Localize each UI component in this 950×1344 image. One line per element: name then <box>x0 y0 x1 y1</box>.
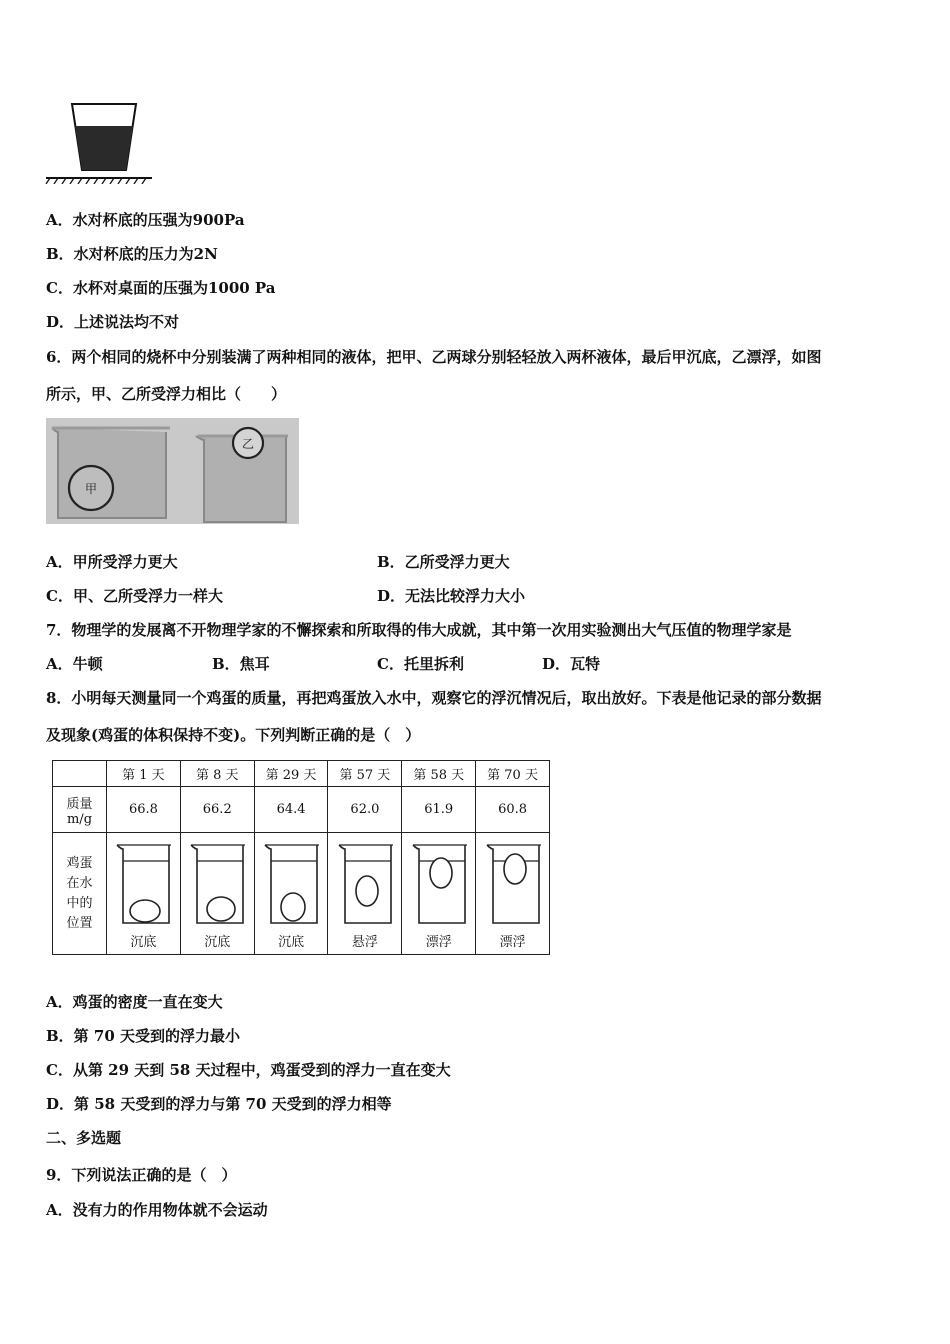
egg-state: 漂浮 <box>499 935 526 950</box>
position-header-line: 中的 <box>66 895 93 911</box>
q6-stem-line2: 所示，甲、乙所受浮力相比（ ） <box>46 385 287 403</box>
mass-header <box>53 787 107 833</box>
q6-option-d[interactable]: D．无法比较浮力大小 <box>377 587 526 605</box>
day-header: 第 70 天 <box>476 761 550 787</box>
q5-option-c[interactable]: C．水杯对桌面的压强为1000 Pa <box>46 279 276 297</box>
position-header-line: 鸡蛋 <box>66 855 93 871</box>
q6-option-a[interactable]: A．甲所受浮力更大 <box>46 553 178 571</box>
q6-option-b[interactable]: B．乙所受浮力更大 <box>377 553 510 571</box>
day-header: 第 8 天 <box>180 761 254 787</box>
egg-state: 沉底 <box>130 935 157 950</box>
q8-option-b[interactable]: B．第 70 天受到的浮力最小 <box>46 1027 240 1045</box>
q7-option-c[interactable]: C．托里拆利 <box>377 655 464 673</box>
egg-cell <box>254 833 328 955</box>
egg-cell <box>180 833 254 955</box>
q6-stem-line1: 6．两个相同的烧杯中分别装满了两种相同的液体，把甲、乙两球分别轻轻放入两杯液体，最后甲沉底，乙漂浮，如图 <box>46 348 822 366</box>
mass-value: 61.9 <box>402 787 476 833</box>
q9-option-a[interactable]: A．没有力的作用物体就不会运动 <box>46 1201 268 1219</box>
q7-stem: 7．物理学的发展离不开物理学家的不懈探索和所取得的伟大成就，其中第一次用实验测出大气压值的物理学家是 <box>46 621 792 639</box>
table-corner <box>53 761 107 787</box>
q8-stem-line2: 及现象(鸡蛋的体积保持不变)。下列判断正确的是（ ） <box>46 726 421 744</box>
day-header: 第 29 天 <box>254 761 328 787</box>
q7-option-b[interactable]: B．焦耳 <box>212 655 270 673</box>
ball-jia-label: 甲 <box>84 482 98 496</box>
egg-state: 沉底 <box>278 935 305 950</box>
mass-header-text: 质量 <box>66 796 93 812</box>
ball-yi-label: 乙 <box>241 437 255 451</box>
q5-option-a[interactable]: A．水对杯底的压强为900Pa <box>46 211 245 229</box>
day-header: 第 1 天 <box>107 761 181 787</box>
beaker-egg-sunk-icon <box>261 839 321 927</box>
section-title: 二、多选题 <box>46 1129 122 1147</box>
mass-value: 62.0 <box>328 787 402 833</box>
egg-cell <box>476 833 550 955</box>
q7-option-a[interactable]: A．牛顿 <box>46 655 103 673</box>
beaker-egg-sunk-icon <box>113 839 173 927</box>
egg-state: 悬浮 <box>351 935 378 950</box>
beaker-egg-sunk-icon <box>187 839 247 927</box>
q8-stem-line1: 8．小明每天测量同一个鸡蛋的质量，再把鸡蛋放入水中，观察它的浮沉情况后，取出放好。下表是他记录的部分数据 <box>46 689 822 707</box>
day-header: 第 57 天 <box>328 761 402 787</box>
q8-option-d[interactable]: D．第 58 天受到的浮力与第 70 天受到的浮力相等 <box>46 1095 392 1113</box>
mass-value: 66.8 <box>107 787 181 833</box>
two-beakers-figure <box>46 418 299 524</box>
mass-value: 66.2 <box>180 787 254 833</box>
egg-state: 漂浮 <box>425 935 452 950</box>
day-header: 第 58 天 <box>402 761 476 787</box>
position-header-line: 在水 <box>66 875 93 891</box>
egg-cell <box>402 833 476 955</box>
q6-option-c[interactable]: C．甲、乙所受浮力一样大 <box>46 587 223 605</box>
beaker-egg-suspended-icon <box>335 839 395 927</box>
q8-option-a[interactable]: A．鸡蛋的密度一直在变大 <box>46 993 223 1011</box>
q5-option-b[interactable]: B．水对杯底的压力为2N <box>46 245 218 263</box>
beaker-egg-floating-icon <box>483 839 543 927</box>
q5-option-d[interactable]: D．上述说法均不对 <box>46 313 180 331</box>
position-header <box>53 833 107 955</box>
position-header-line: 位置 <box>66 915 93 931</box>
mass-value: 64.4 <box>254 787 328 833</box>
q7-option-d[interactable]: D．瓦特 <box>542 655 601 673</box>
cup-on-table-figure <box>44 100 154 184</box>
q8-option-c[interactable]: C．从第 29 天到 58 天过程中，鸡蛋受到的浮力一直在变大 <box>46 1061 451 1079</box>
mass-value: 60.8 <box>476 787 550 833</box>
beaker-egg-floating-icon <box>409 839 469 927</box>
mass-unit-text: m/g <box>66 811 93 827</box>
q9-stem: 9．下列说法正确的是（ ） <box>46 1166 237 1184</box>
egg-state: 沉底 <box>204 935 231 950</box>
egg-data-table <box>52 760 550 955</box>
egg-cell <box>328 833 402 955</box>
egg-cell <box>107 833 181 955</box>
